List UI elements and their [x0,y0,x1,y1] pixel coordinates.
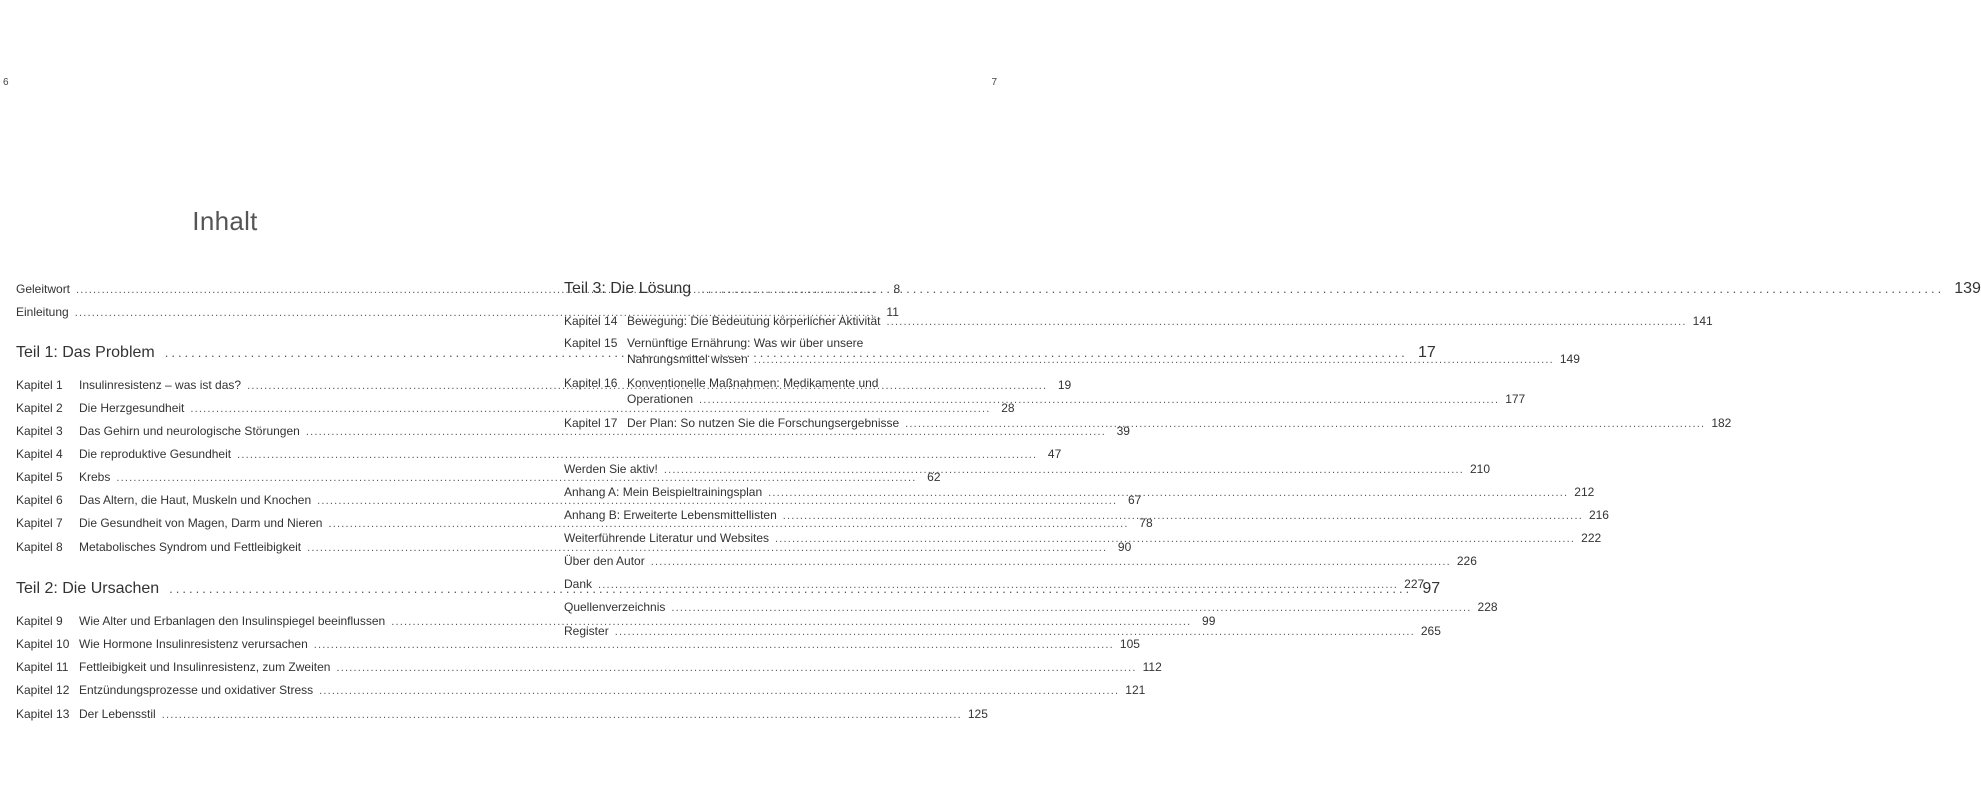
chapter-number: Kapitel 14 [564,314,618,328]
entry-label: Werden Sie aktiv! [564,462,658,476]
chapter-page: 112 [1142,660,1162,674]
chapter-number: Kapitel 4 [16,447,63,461]
dot-leader [314,639,1114,651]
chapter-page: 47 [1047,447,1062,461]
chapter-number: Kapitel 6 [16,493,63,507]
chapter-number: Kapitel 5 [16,470,63,484]
chapter-page: 141 [1692,314,1713,328]
chapter-title-line1: Vernünftige Ernährung: Was wir über unsere [627,336,864,350]
chapter-title: Fettleibigkeit und Insulinresistenz, zum Zweiten [79,660,331,674]
chapter-number: Kapitel 3 [16,424,63,438]
page-number-left: 6 [3,77,9,88]
dot-leader [699,394,1499,406]
toc-chapter[interactable] [16,660,1162,674]
dot-leader [783,510,1583,522]
chapter-number: Kapitel 10 [16,637,70,651]
chapter-title: Insulinresistenz – was ist das? [79,378,242,392]
chapter-title: Das Altern, die Haut, Muskeln und Knochen [79,493,312,507]
chapter-number: Kapitel 7 [16,516,63,530]
chapter-number: Kapitel 9 [16,614,63,628]
chapter-number: Kapitel 16 [564,376,618,390]
toc-chapter[interactable] [16,447,1062,461]
chapter-title: Der Plan: So nutzen Sie die Forschungsergebnisse [627,416,900,430]
chapter-number: Kapitel 8 [16,540,63,554]
chapter-page: 78 [1139,516,1153,530]
entry-label: Dank [564,577,593,591]
chapter-title: Wie Alter und Erbanlagen den Insulinspiegel beeinflussen [79,614,386,628]
part-title: Teil 1: Das Problem [16,344,155,361]
part-page: 17 [1417,344,1436,361]
chapter-number: Kapitel 15 [564,336,618,350]
entry-label: Anhang A: Mein Beispieltrainingsplan [564,485,763,499]
dot-leader [615,626,1415,638]
chapter-title: Bewegung: Die Bedeutung körperlicher Aktivität [627,314,881,328]
toc-chapter[interactable] [564,314,1713,328]
toc-chapter[interactable] [16,516,1153,530]
dot-leader [754,354,1554,366]
chapter-page: 39 [1116,424,1130,438]
dot-leader [886,316,1686,328]
part-title: Teil 2: Die Ursachen [16,580,160,597]
entry-page: 228 [1477,600,1498,614]
entry-page: 265 [1420,624,1441,638]
toc-entry[interactable] [564,600,1498,614]
toc-entry[interactable] [564,531,1602,545]
dot-leader [768,487,1568,499]
chapter-number: Kapitel 12 [16,683,70,697]
chapter-number: Kapitel 1 [16,378,63,392]
toc-entry[interactable] [564,577,1425,591]
entry-label: Einleitung [16,305,69,319]
toc-chapter[interactable] [16,540,1132,554]
chapter-page: 90 [1117,540,1132,554]
chapter-title: Wie Hormone Insulinresistenz verursachen [79,637,308,651]
chapter-page: 62 [927,470,941,484]
chapter-title: Die Herzgesundheit [79,401,185,415]
chapter-title: Entzündungsprozesse und oxidativer Stress [79,683,314,697]
chapter-number: Kapitel 2 [16,401,63,415]
chapter-number: Kapitel 11 [16,660,69,674]
dot-leader [664,464,1464,476]
toc-chapter[interactable] [16,707,988,721]
dot-leader [775,533,1575,545]
chapter-title: Metabolisches Syndrom und Fettleibigkeit [79,540,302,554]
chapter-number: Kapitel 13 [16,707,70,721]
dot-leader [905,418,1705,430]
chapter-page: 149 [1559,352,1580,366]
dot-leader [319,685,1119,697]
toc-chapter[interactable] [16,493,1142,507]
chapter-page: 99 [1202,614,1216,628]
dot-leader [701,281,1944,296]
toc-entry[interactable] [564,554,1477,568]
chapter-title: Krebs [79,470,111,484]
part-title: Teil 3: Die Lösung [564,280,692,297]
chapter-page: 125 [967,707,988,721]
toc-chapter[interactable] [16,424,1130,438]
toc-part-3[interactable] [564,280,1981,298]
entry-page: 226 [1456,554,1477,568]
entry-label: Quellenverzeichnis [564,600,666,614]
chapter-title: Die reproduktive Gesundheit [79,447,232,461]
chapter-page: 19 [1057,378,1072,392]
dot-leader [237,449,1037,461]
toc-chapter[interactable] [16,637,1140,651]
chapter-title: Das Gehirn und neurologische Störungen [79,424,300,438]
dot-leader [162,709,962,721]
dot-leader [598,579,1398,591]
dot-leader [671,602,1471,614]
part-page: 139 [1954,280,1981,297]
entry-page: 222 [1581,531,1602,545]
chapter-title-line2: Operationen [627,392,694,406]
toc-entry-einleitung[interactable] [16,305,899,319]
entry-page: 210 [1469,462,1491,476]
chapter-title: Der Lebensstil [79,707,156,721]
chapter-page: 182 [1711,416,1732,430]
toc-entry[interactable] [564,624,1441,638]
entry-page: 216 [1588,508,1609,522]
chapter-title: Die Gesundheit von Magen, Darm und Nieren [79,516,323,530]
dot-leader [336,662,1136,674]
entry-page: 227 [1404,577,1425,591]
toc-chapter[interactable] [16,401,1015,415]
toc-chapter[interactable] [16,614,1216,628]
chapter-page: 121 [1125,683,1146,697]
chapter-page: 28 [1001,401,1015,415]
page-title: Inhalt [192,206,258,236]
chapter-title-line1: Konventionelle Maßnahmen: Medikamente und [627,376,879,390]
part-page: 97 [1422,580,1441,597]
chapter-page: 177 [1505,392,1526,406]
chapter-number: Kapitel 17 [564,416,618,430]
page-number-right: 7 [991,77,997,88]
chapter-page: 105 [1119,637,1140,651]
toc-entry[interactable] [564,462,1491,476]
toc-chapter[interactable] [564,416,1732,430]
dot-leader [651,556,1451,568]
entry-page: 11 [886,305,899,319]
entry-page: 8 [893,282,901,296]
toc-entry[interactable] [564,508,1609,522]
chapter-title-line2: Nahrungsmittel wissen [627,352,748,366]
entry-label: Register [564,624,609,638]
chapter-title-line2-row [627,392,1526,406]
toc-chapter[interactable] [16,683,1146,697]
entry-label: Geleitwort [16,282,71,296]
toc-entry[interactable] [564,485,1595,499]
entry-label: Anhang B: Erweiterte Lebensmittellisten [564,508,777,522]
entry-page: 212 [1574,485,1595,499]
entry-label: Weiterführende Literatur und Websites [564,531,770,545]
chapter-page: 67 [1127,493,1142,507]
toc-chapter[interactable] [16,470,941,484]
entry-label: Über den Autor [564,554,645,568]
